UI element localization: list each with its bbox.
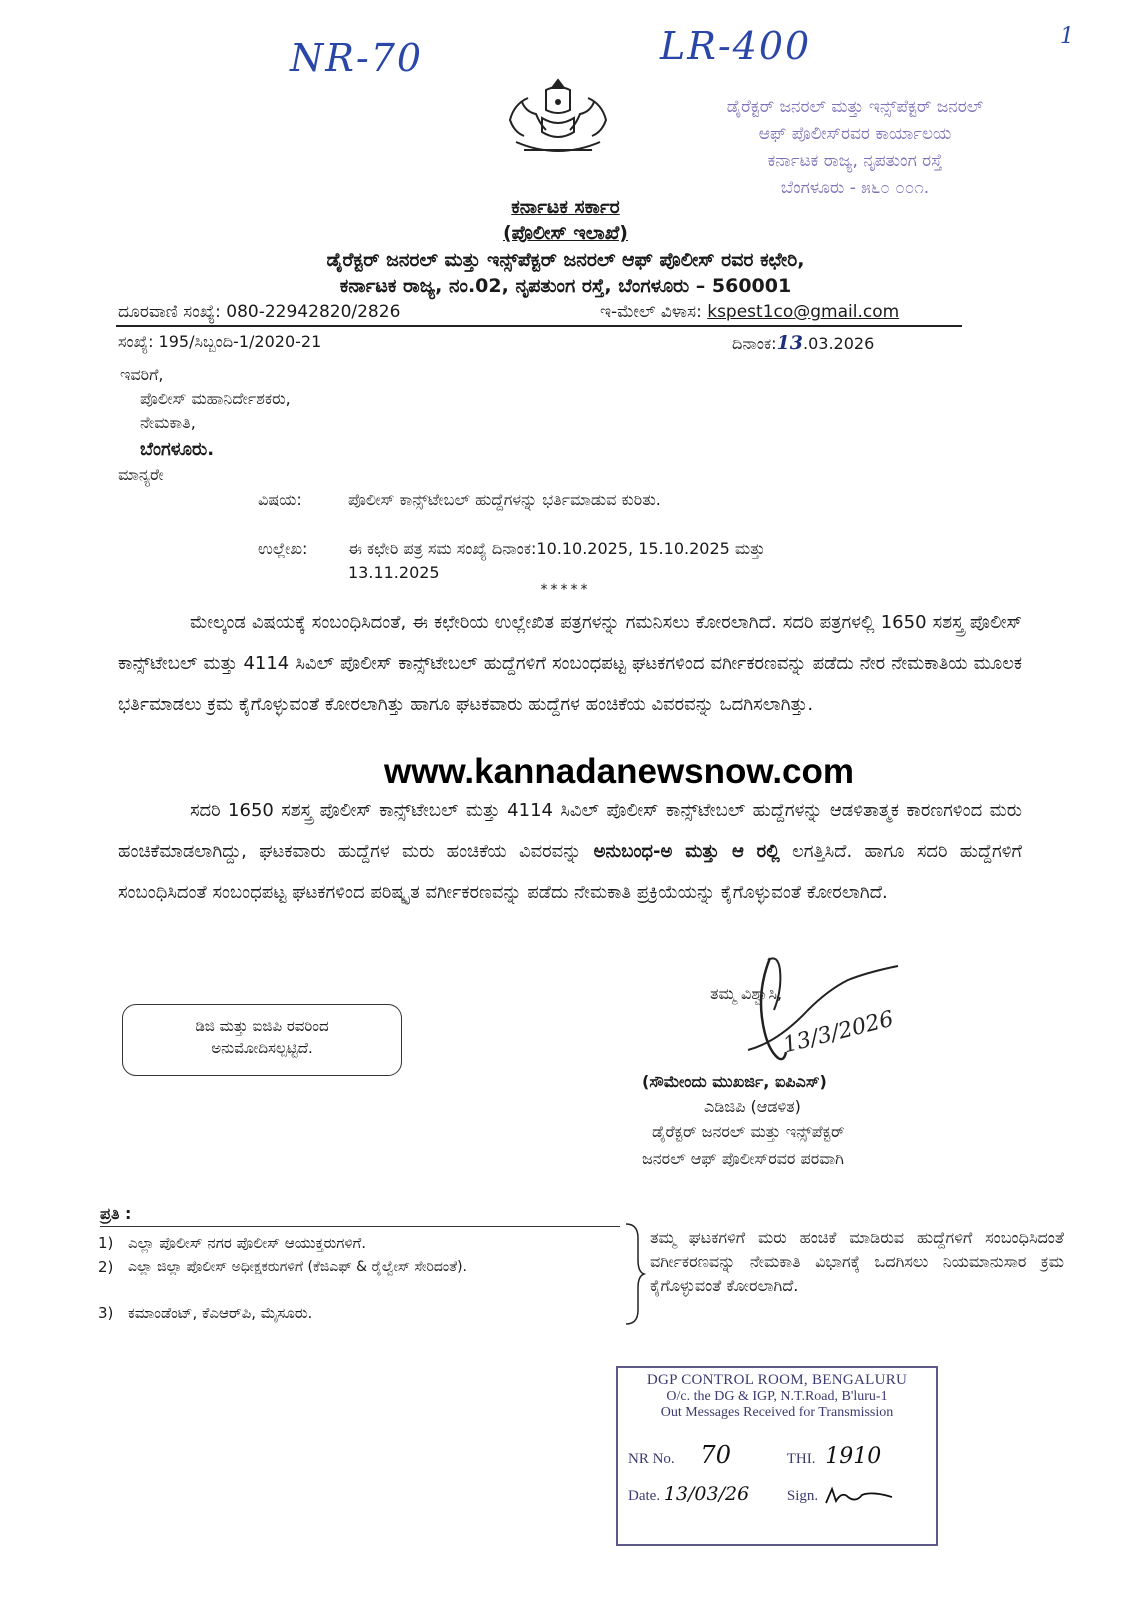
paragraph-2-text-a: ಸದರಿ 1650 ಸಶಸ್ತ್ರ ಪೊಲೀಸ್ ಕಾನ್ಸ್‌ಟೇಬಲ್ ಮತ್ತು 4114 ಸಿವಿಲ್ ಪೊಲೀಸ್ ಕಾನ್ಸ್‌ಟೇಬಲ್ ಹುದ್ದೆಗಳನ್ನು ಆಡಳಿತಾತ್ಮಕ ಕಾರಣಗಳಿಂದ ಮರು ಹಂಚಿಕೆಮಾಡಲಾಗಿದ್ದು, ಘಟಕವಾರು ಹುದ್ದೆಗಳ ಮರು ಹಂಚಿಕೆಯ ವಿವರವನ್ನು (118, 800, 1022, 862)
control-room-line-3: Out Messages Received for Transmission (660, 1405, 894, 1420)
receipt-stamp-line-3: ಕರ್ನಾಟಕ ರಾಜ್ಯ, ನೃಪತುಂಗ ರಸ್ತೆ (767, 151, 943, 171)
paragraph-2-annexure: ಅನುಬಂಧ-ಅ ಮತ್ತು ಆ ರಲ್ಲಿ (593, 841, 780, 862)
copy-item-3 (98, 1302, 618, 1324)
copy-instruction: ತಮ್ಮ ಘಟಕಗಳಿಗೆ ಮರು ಹಂಚಿಕೆ ಮಾಡಿರುವ ಹುದ್ದೆಗಳಿಗೆ ಸಂಬಂಧಿಸಿದಂತೆ ವರ್ಗೀಕರಣವನ್ನು ನೇಮಕಾತಿ ವಿಭಾಗಕ್ಕೆ ಒದಗಿಸಲು ನಿಯಮಾನುಸಾರ ಕ್ರಮ ಕೈಗೊಳ್ಳುವಂತೆ ಕೋರಲಾಗಿದೆ. (650, 1228, 1064, 1295)
signatory-name: (ಸೌಮೇಂದು ಮುಖರ್ಜಿ, ಐಪಿಎಸ್) (642, 1072, 827, 1091)
office-address-line-2: ಕರ್ನಾಟಕ ರಾಜ್ಯ, ನಂ.02, ನೃಪತುಂಗ ರಸ್ತೆ, ಬೆಂಗಳೂರು – 560001 (339, 275, 792, 297)
copy-item-2 (98, 1256, 618, 1278)
department-title: (ಪೊಲೀಸ್ ಇಲಾಖೆ) (503, 222, 628, 244)
control-room-line-1: DGP CONTROL ROOM, BENGALURU (646, 1372, 908, 1388)
reference-label: ಉಲ್ಲೇಖ: (258, 539, 308, 558)
addressee-line-1: ಪೊಲೀಸ್ ಮಹಾನಿರ್ದೇಶಕರು, (140, 389, 291, 408)
email-line (600, 302, 899, 322)
control-room-line-2: O/c. the DG & IGP, N.T.Road, B'luru-1 (666, 1389, 888, 1404)
office-address-line-1: ಡೈರೆಕ್ಟರ್ ಜನರಲ್ ಮತ್ತು ಇನ್ಸ್‌ಪೆಕ್ಟರ್ ಜನರಲ್ ಆಫ್ ಪೊಲೀಸ್ ರವರ ಕಛೇರಿ, (326, 249, 805, 271)
receipt-stamp (680, 94, 1030, 202)
approval-line-2: ಅನುಮೋದಿಸಲ್ಪಟ್ಟಿದೆ. (211, 1039, 313, 1057)
copy-to-divider (100, 1226, 620, 1227)
control-room-signature (822, 1485, 902, 1509)
copy-item-2-text: ಎಲ್ಲಾ ಜಿಲ್ಲಾ ಪೊಲೀಸ್ ಅಧೀಕ್ಷಕರುಗಳಿಗೆ (ಕೆಜಿಎಫ್ & ರೈಲ್ವೇಸ್ ಸೇರಿದಂತೆ). (128, 1259, 468, 1275)
copy-item-1-number: 1) (98, 1234, 114, 1252)
copy-item-1 (98, 1232, 618, 1254)
reference-text-line-2: 13.11.2025 (348, 563, 440, 582)
handwritten-nr-number: NR-70 (290, 36, 424, 80)
receipt-stamp-line-2: ಆಫ್ ಪೊಲೀಸ್‌ರವರ ಕಾರ್ಯಾಲಯ (758, 124, 952, 144)
handwritten-signature-date: 13/3/2026 (780, 1006, 897, 1059)
subject-text: ಪೊಲೀಸ್ ಕಾನ್ಸ್‌ಟೇಬಲ್ ಹುದ್ದೆಗಳನ್ನು ಭರ್ತಿಮಾಡುವ ಕುರಿತು. (348, 490, 661, 509)
copy-brace (622, 1222, 646, 1326)
addressee-line-3: ಬೆಂಗಳೂರು. (140, 439, 215, 460)
copy-item-2-number: 2) (98, 1258, 114, 1276)
receipt-stamp-line-1: ಡೈರೆಕ್ಟರ್ ಜನರಲ್ ಮತ್ತು ಇನ್ಸ್‌ಪೆಕ್ಟರ್ ಜನರಲ್ (726, 97, 984, 117)
control-room-nr-value: 70 (700, 1441, 731, 1469)
phone-number: 080-22942820/2826 (226, 302, 401, 322)
addressee-to: ಇವರಿಗೆ, (120, 365, 164, 384)
approval-line-1: ಡಿಜಿ ಮತ್ತು ಐಜಿಪಿ ರವರಿಂದ (195, 1017, 329, 1035)
control-room-stamp (616, 1366, 938, 1546)
paragraph-1-text: ಮೇಲ್ಕಂಡ ವಿಷಯಕ್ಕೆ ಸಂಬಂಧಿಸಿದಂತೆ, ಈ ಕಛೇರಿಯ ಉಲ್ಲೇಖಿತ ಪತ್ರಗಳನ್ನು ಗಮನಿಸಲು ಕೋರಲಾಗಿದೆ. ಸದರಿ ಪತ್ರಗಳಲ್ಲಿ 1650 ಸಶಸ್ತ್ರ ಪೊಲೀಸ್ ಕಾನ್ಸ್‌ಟೇಬಲ್ ಮತ್ತು 4114 ಸಿವಿಲ್ ಪೊಲೀಸ್ ಕಾನ್ಸ್‌ಟೇಬಲ್ ಹುದ್ದೆಗಳಿಗೆ ಸಂಬಂಧಪಟ್ಟ ಘಟಕಗಳಿಂದ ವರ್ಗೀಕರಣವನ್ನು ಪಡೆದು ನೇರ ನೇಮಕಾತಿಯ ಮೂಲಕ ಭರ್ತಿಮಾಡಲು ಕ್ರಮ ಕೈಗೊಳ್ಳುವಂತೆ ಕೋರಲಾಗಿತ್ತು ಹಾಗೂ ಘಟಕವಾರು ಹುದ್ದೆಗಳ ಹಂಚಿಕೆಯ ವಿವರವನ್ನು ಒದಗಿಸಲಾಗಿತ್ತು. (118, 612, 1022, 715)
control-room-thi-value: 1910 (825, 1444, 882, 1469)
control-room-nr-row (628, 1441, 936, 1469)
body-paragraph-1 (118, 602, 1022, 725)
letter-date (732, 332, 874, 354)
karnataka-emblem-logo (498, 72, 618, 164)
copy-to-label: ಪ್ರತಿ : (100, 1204, 132, 1223)
section-separator: ***** (540, 582, 591, 598)
letterhead-divider (116, 325, 962, 327)
phone-label: ದೂರವಾಣಿ ಸಂಖ್ಯೆ: (118, 302, 221, 322)
signatory-title-2: ಡೈರೆಕ್ಟರ್ ಜನರಲ್ ಮತ್ತು ಇನ್ಸ್‌ಪೆಕ್ಟರ್ (652, 1122, 845, 1141)
addressee-line-2: ನೇಮಕಾತಿ, (140, 413, 196, 432)
email-address: kspest1co@gmail.com (707, 302, 900, 322)
salutation: ಮಾನ್ಯರೇ (118, 465, 164, 484)
phone-line (118, 302, 400, 322)
copy-item-3-text: ಕಮಾಂಡೆಂಟ್, ಕೆಎಆರ್‌ಪಿ, ಮೈಸೂರು. (128, 1304, 313, 1322)
control-room-date-value: 13/03/26 (663, 1483, 750, 1505)
email-label: ಇ-ಮೇಲ್ ವಿಳಾಸ: (600, 302, 702, 322)
body-paragraph-2 (118, 790, 1022, 913)
handwritten-lr-number: LR-400 (660, 24, 812, 68)
copy-item-1-text: ಎಲ್ಲಾ ಪೊಲೀಸ್ ನಗರ ಪೊಲೀಸ್ ಆಯುಕ್ತರುಗಳಿಗೆ. (128, 1234, 367, 1252)
signatory-title-1: ಎಡಿಜಿಪಿ (ಆಡಳಿತ) (704, 1097, 801, 1116)
control-room-thi-label: THI. (786, 1451, 816, 1467)
date-month-year: .03.2026 (803, 334, 875, 353)
control-room-nr-label: NR No. (628, 1451, 675, 1467)
date-label: ದಿನಾಂಕ: (732, 334, 777, 353)
website-watermark: www.kannadanewsnow.com (378, 752, 860, 792)
receipt-stamp-line-4: ಬೆಂಗಳೂರು - ೫೬೦ ೦೦೧. (780, 178, 930, 198)
control-room-date-row (628, 1483, 936, 1509)
control-room-date-label: Date. (628, 1488, 661, 1504)
control-room-sign-label: Sign. (786, 1488, 819, 1504)
reference-text-line-1: ಈ ಕಛೇರಿ ಪತ್ರ ಸಮ ಸಂಖ್ಯೆ ದಿನಾಂಕ:10.10.2025, 15.10.2025 ಮತ್ತು (348, 539, 766, 558)
copy-item-3-number: 3) (98, 1304, 114, 1322)
paragraph-2-text-b: ಲಗತ್ತಿಸಿದೆ. ಹಾಗೂ ಸದರಿ ಹುದ್ದೆಗಳಿಗೆ ಸಂಬಂಧಿಸಿದಂತೆ ಸಂಬಂಧಪಟ್ಟ ಘಟಕಗಳಿಂದ ಪರಿಷ್ಕೃತ ವರ್ಗೀಕರಣವನ್ನು ಪಡೆದು ನೇಮಕಾತಿ ಪ್ರಕ್ರಿಯೆಯನ್ನು ಕೈಗೊಳ್ಳುವಂತೆ ಕೋರಲಾಗಿದೆ. (118, 841, 1022, 903)
government-title: ಕರ್ನಾಟಕ ಸರ್ಕಾರ (511, 196, 620, 218)
date-day-handwritten: 13 (776, 332, 804, 354)
subject-label: ವಿಷಯ: (258, 490, 302, 509)
closing-text: ತಮ್ಮ ವಿಶ್ವಾಸಿ, (710, 984, 783, 1003)
signatory-title-3: ಜನರಲ್ ಆಫ್ ಪೊಲೀಸ್‌ರವರ ಪರವಾಗಿ (642, 1149, 844, 1168)
approval-box (122, 1004, 402, 1076)
corner-page-mark: 1 (1060, 24, 1074, 49)
reference-number: ಸಂಖ್ಯೆ: 195/ಸಿಬ್ಬಂದಿ-1/2020-21 (118, 332, 322, 351)
